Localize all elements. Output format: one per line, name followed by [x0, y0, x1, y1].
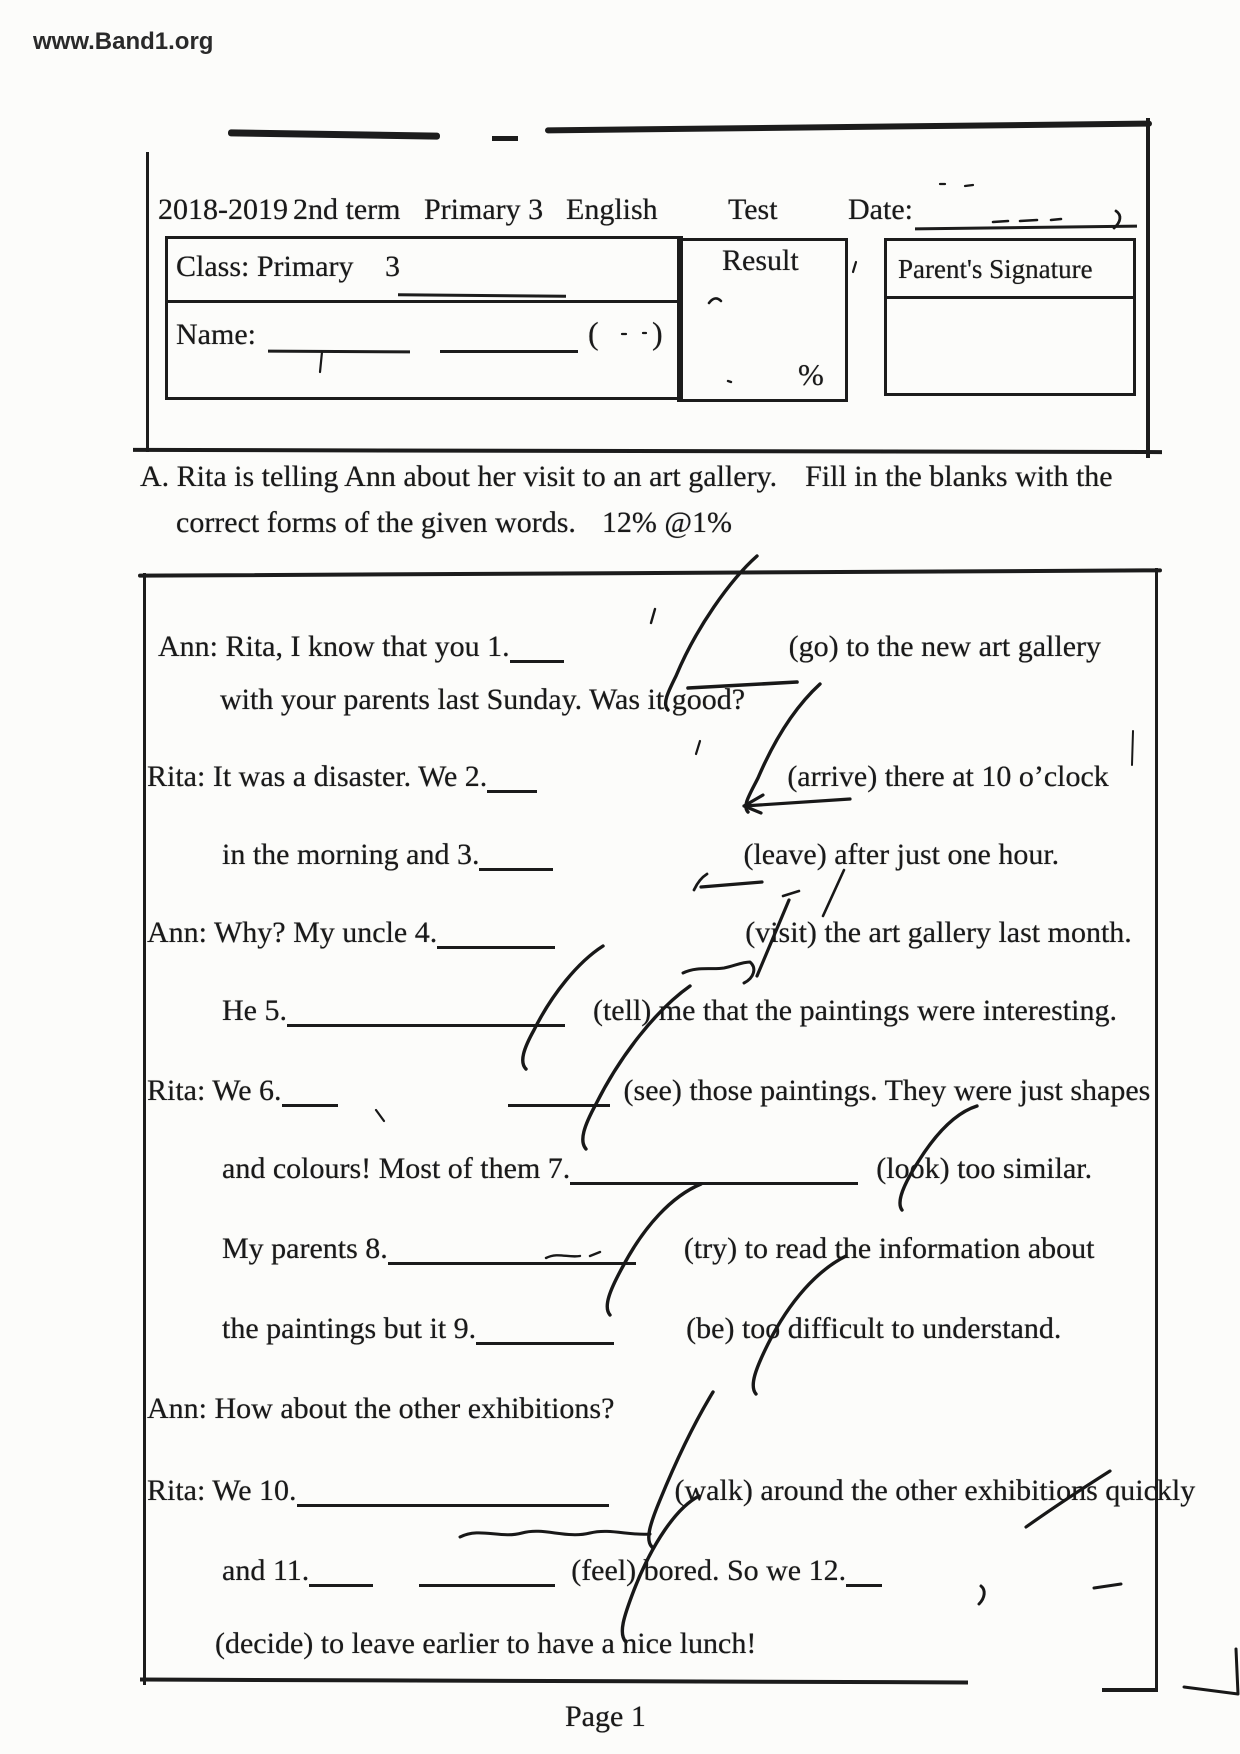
verb-hint-arrive: (arrive) there at 10 o’clock	[787, 760, 1109, 793]
verb-hint-walk: (walk) around the other exhibitions quickly	[674, 1474, 1196, 1507]
spacer	[610, 1098, 624, 1100]
dialogue-line-12	[147, 1472, 1195, 1510]
result-label: Result	[722, 244, 799, 277]
verb-hint-be: (be) too difficult to understand.	[686, 1312, 1062, 1345]
dialogue-text: and colours! Most of them 7.	[222, 1152, 571, 1185]
dialogue-line-5	[147, 914, 1132, 952]
spacer	[609, 1498, 675, 1500]
dialogue-text: Rita: We 6.	[147, 1074, 282, 1107]
pen-tick	[853, 262, 856, 272]
dialogue-line-1	[158, 628, 1101, 666]
pen-dash-blank-12	[1094, 1584, 1121, 1588]
answer-blank-12	[846, 1556, 882, 1587]
spacer	[373, 1578, 419, 1580]
dialogue-text: Rita: It was a disaster. We 2.	[147, 760, 488, 793]
pen-slash-blank-10	[649, 1392, 713, 1547]
signature-box-divider	[887, 296, 1133, 299]
answer-blank-11	[309, 1556, 373, 1587]
answer-blank-8	[388, 1234, 636, 1265]
answer-blank-9	[476, 1314, 614, 1345]
scan-corner-artifact	[1184, 1649, 1238, 1694]
dialogue-text: Rita: We 10.	[147, 1474, 297, 1507]
spacer	[555, 940, 745, 942]
answer-blank-3	[479, 840, 553, 871]
verb-hint-look: (look) too similar.	[876, 1152, 1093, 1185]
section-a-line2-right: 12% @1%	[601, 506, 732, 539]
header-box-top-border-right	[545, 121, 1152, 134]
spacer	[553, 862, 743, 864]
title-subject: English	[566, 193, 658, 226]
date-label: Date:	[848, 193, 913, 226]
dialogue-text: Ann: Why? My uncle 4.	[147, 916, 438, 949]
pen-scribble-blank-10	[460, 1531, 650, 1537]
dialogue-text: He 5.	[222, 994, 287, 1027]
dialogue-line-3	[147, 758, 1109, 796]
pen-wave-blank-4	[683, 962, 754, 983]
header-box-bottom-border	[133, 448, 1162, 454]
dialogue-text: Ann: How about the other exhibitions?	[147, 1392, 615, 1425]
verb-hint-feel: (feel) bored. So we 12.	[571, 1554, 847, 1587]
pen-underline-blank-3	[701, 882, 762, 887]
signature-label: Parent's Signature	[898, 254, 1093, 284]
dialogue-line-6	[222, 992, 1117, 1030]
answer-blank-11b	[419, 1556, 555, 1587]
dialogue-text: Ann: Rita, I know that you 1.	[158, 630, 510, 663]
dialogue-line-14	[215, 1625, 756, 1663]
spacer	[537, 784, 787, 786]
section-a-line2	[176, 504, 732, 542]
dialogue-box-right-border	[1155, 568, 1158, 1692]
header-box-right-border	[1146, 118, 1150, 458]
pen-dots-above-date	[940, 184, 973, 186]
pen-arrow-blank-2	[744, 795, 850, 813]
dialogue-line-11	[147, 1390, 614, 1428]
class-paren-open: (	[588, 315, 599, 351]
class-label: Class: Primary	[176, 250, 354, 283]
dialogue-line-4	[222, 836, 1059, 874]
section-a-line1-right: Fill in the blanks with the	[805, 460, 1113, 493]
answer-blank-10	[297, 1476, 609, 1507]
title-test: Test	[728, 193, 778, 226]
answer-blank-1	[510, 632, 564, 663]
title-grade: Primary 3	[424, 193, 544, 226]
dialogue-text: and 11.	[222, 1554, 310, 1587]
answer-blank-4	[437, 918, 555, 949]
dialogue-line-7	[147, 1072, 1150, 1110]
answer-blank-7	[570, 1154, 858, 1185]
dialogue-box-bottom-border-left	[140, 1678, 968, 1685]
section-a-line1-left: A. Rita is telling Ann about her visit to an art gallery.	[140, 460, 778, 493]
pen-tick	[696, 741, 700, 754]
name-label: Name:	[176, 318, 256, 351]
dialogue-box-bottom-border-right	[1102, 1688, 1158, 1692]
spacer	[555, 1578, 571, 1580]
spacer	[564, 654, 789, 656]
dialogue-text: with your parents last Sunday. Was it good?	[220, 683, 746, 716]
verb-hint-decide: (decide) to leave earlier to have a nice lunch!	[215, 1627, 757, 1660]
verb-hint-go: (go) to the new art gallery	[788, 630, 1102, 663]
dialogue-line-10	[222, 1310, 1061, 1348]
verb-hint-try: (try) to read the information about	[683, 1232, 1095, 1265]
title-year: 2018-2019	[158, 193, 288, 226]
spacer	[636, 1256, 684, 1258]
class-paren-close: )	[652, 315, 663, 351]
verb-hint-tell: (tell) me that the paintings were interesting.	[592, 994, 1117, 1027]
answer-blank-6b	[508, 1076, 610, 1107]
header-box-left-border	[146, 152, 149, 452]
pen-tick	[1132, 731, 1133, 765]
watermark-url: www.Band1.org	[33, 28, 214, 55]
spacer	[777, 484, 805, 486]
title-term: 2nd term	[293, 193, 401, 226]
spacer	[338, 1098, 508, 1100]
dialogue-box-left-border	[143, 573, 146, 1685]
dialogue-line-2	[220, 681, 745, 719]
header-box-top-border-dash	[492, 136, 518, 141]
spacer	[576, 530, 602, 532]
pen-dash-blank-4	[783, 891, 799, 896]
answer-blank-5	[287, 996, 565, 1027]
dialogue-line-8	[222, 1150, 1092, 1188]
answer-blank-2	[487, 762, 537, 793]
spacer	[565, 1018, 593, 1020]
verb-hint-visit: (visit) the art gallery last month.	[745, 916, 1132, 949]
spacer	[858, 1176, 876, 1178]
section-a-line2-left: correct forms of the given words.	[176, 506, 576, 539]
verb-hint-see: (see) those paintings. They were just shapes	[623, 1074, 1151, 1107]
pen-dashes-date-line	[993, 219, 1061, 222]
class-name-divider	[168, 300, 680, 303]
dialogue-text: the paintings but it 9.	[222, 1312, 477, 1345]
dialogue-line-9	[222, 1230, 1095, 1268]
class-number: 3	[385, 250, 400, 283]
result-percent-sign: %	[798, 357, 824, 392]
section-a-line1	[140, 458, 1113, 496]
pen-comma-blank-12	[979, 1586, 984, 1604]
dialogue-line-13	[222, 1552, 882, 1590]
dialogue-text: My parents 8.	[222, 1232, 388, 1265]
date-blank-line	[915, 225, 1137, 231]
pen-comma-blank-3	[694, 874, 707, 890]
name-blank-line-2	[440, 350, 578, 353]
pen-slash-leave	[823, 870, 844, 916]
pen-tick	[376, 1110, 384, 1121]
answer-blank-6	[282, 1076, 338, 1107]
dialogue-text: in the morning and 3.	[222, 838, 480, 871]
page-number: Page 1	[565, 1700, 646, 1733]
spacer	[614, 1336, 686, 1338]
dialogue-box-top-border	[138, 568, 1162, 577]
header-box-top-border-left	[228, 129, 440, 139]
verb-hint-leave: (leave) after just one hour.	[743, 838, 1060, 871]
pen-tick	[651, 609, 655, 623]
